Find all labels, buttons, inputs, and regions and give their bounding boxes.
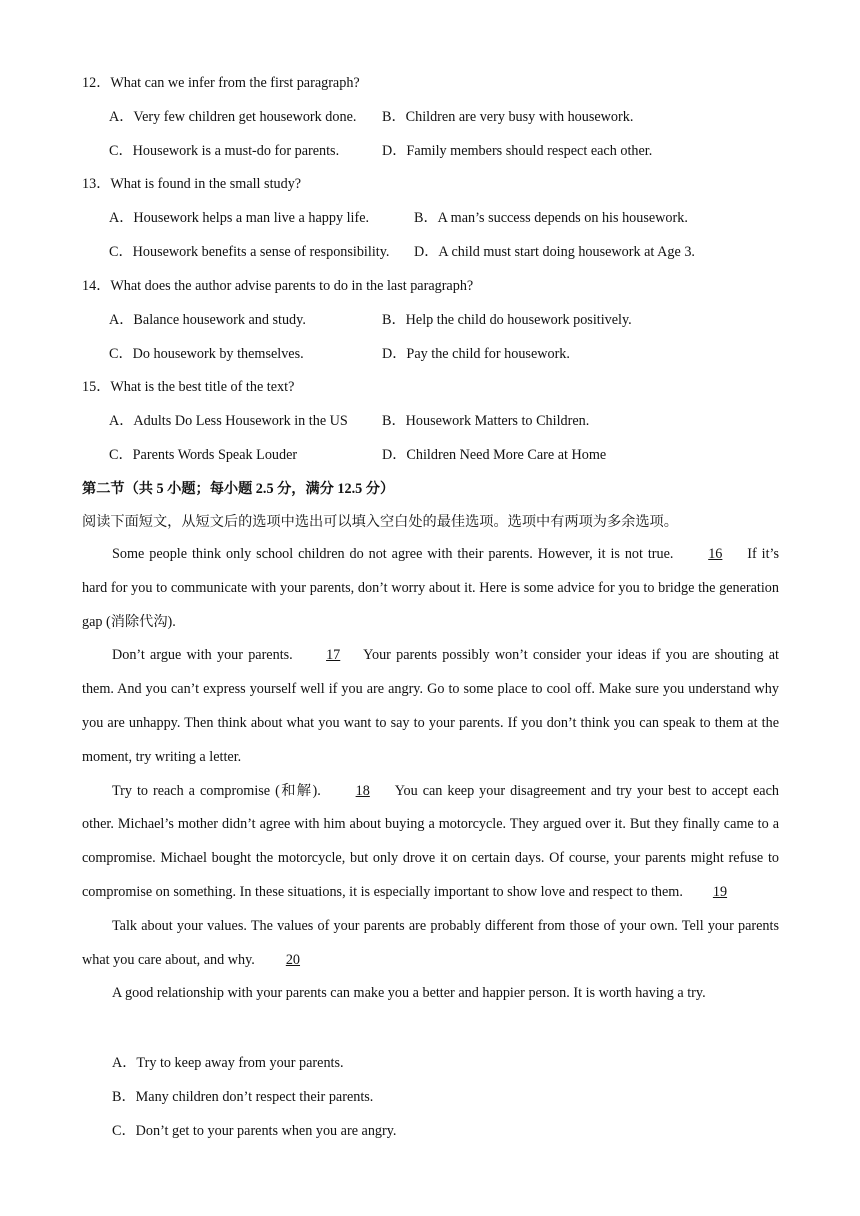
- question-13-stem: 13．What is found in the small study?: [82, 176, 302, 192]
- blank-17: 17: [326, 647, 341, 664]
- question-15-stem: 15．What is the best title of the text?: [82, 379, 295, 395]
- question-13-option-c: C．Housework benefits a sense of responsibility.: [109, 244, 390, 260]
- option-a: A．Try to keep away from your parents.: [112, 1055, 344, 1071]
- question-14-option-a: A．Balance housework and study.: [109, 312, 306, 328]
- passage-paragraph-5: A good relationship with your parents can make you a better and happier person. It is worth having a try.: [112, 985, 706, 1002]
- question-14-stem: 14．What does the author advise parents to do in the last paragraph?: [82, 278, 474, 294]
- question-12-option-a: A．Very few children get housework done.: [109, 109, 357, 125]
- blank-20: 20: [285, 951, 301, 968]
- passage-paragraph-3: Try to reach a compromise (和解). 18 You can keep your disagreement and try your best to accept each other. Michael’s mother didn’t agree with him about buying a motorcycle. They argued over it. But they finally came to a compromise. Michael bought the motorcycle, but only drove it on certain days. Of course, your parents might refuse to compromise on something. In these situations, it is especially important to show love and respect to them. 19: [82, 775, 779, 910]
- passage-paragraph-2: Don’t argue with your parents. 17 Your parents possibly won’t consider your ideas if you are shouting at them. And you can’t express yourself well if you are angry. Go to some place to cool off. Make sure you understand why you are unhappy. Then think about what you want to say to your parents. If you don’t think you can speak to them at the moment, try writing a letter.: [82, 639, 779, 774]
- question-13-option-b: B．A man’s success depends on his housework.: [414, 210, 688, 226]
- question-12-option-c: C．Housework is a must-do for parents.: [109, 143, 340, 159]
- question-12-option-d: D．Family members should respect each other.: [382, 143, 653, 159]
- blank-16: 16: [708, 546, 723, 562]
- blank-19: 19: [712, 883, 728, 900]
- question-13-option-d: D．A child must start doing housework at Age 3.: [414, 244, 695, 260]
- question-15-option-c: C．Parents Words Speak Louder: [109, 447, 298, 463]
- question-12-option-b: B．Children are very busy with housework.: [382, 109, 634, 125]
- option-c: C．Don’t get to your parents when you are angry.: [112, 1123, 397, 1139]
- option-b: B．Many children don’t respect their parents.: [112, 1089, 374, 1105]
- passage-paragraph-4: Talk about your values. The values of your parents are probably different from those of your own. Tell your parents what you care about, and why. 20: [82, 910, 779, 978]
- question-14-option-b: B．Help the child do housework positively.: [382, 312, 632, 328]
- question-13-option-a: A．Housework helps a man live a happy life.: [109, 210, 370, 226]
- section-title: 第二节（共 5 小题；每小题 2.5 分，满分 12.5 分）: [82, 481, 395, 497]
- blank-18: 18: [355, 782, 370, 799]
- question-15-option-d: D．Children Need More Care at Home: [382, 447, 607, 463]
- passage: [82, 538, 779, 1011]
- question-12-stem: 12．What can we infer from the first paragraph?: [82, 75, 360, 91]
- question-14-option-c: C．Do housework by themselves.: [109, 346, 304, 362]
- question-15-option-b: B．Housework Matters to Children.: [382, 413, 590, 429]
- question-15-option-a: A．Adults Do Less Housework in the US: [109, 413, 348, 429]
- passage-paragraph-1: Some people think only school children do not agree with their parents. However, it is not true. 16 If it’s hard for you to communicate with your parents, don’t worry about it. Here is some advice for you to bridge the generation gap (消除代沟).: [82, 538, 779, 639]
- question-14-option-d: D．Pay the child for housework.: [382, 346, 570, 362]
- section-instruction: 阅读下面短文，从短文后的选项中选出可以填入空白处的最佳选项。选项中有两项为多余选项。: [82, 514, 678, 530]
